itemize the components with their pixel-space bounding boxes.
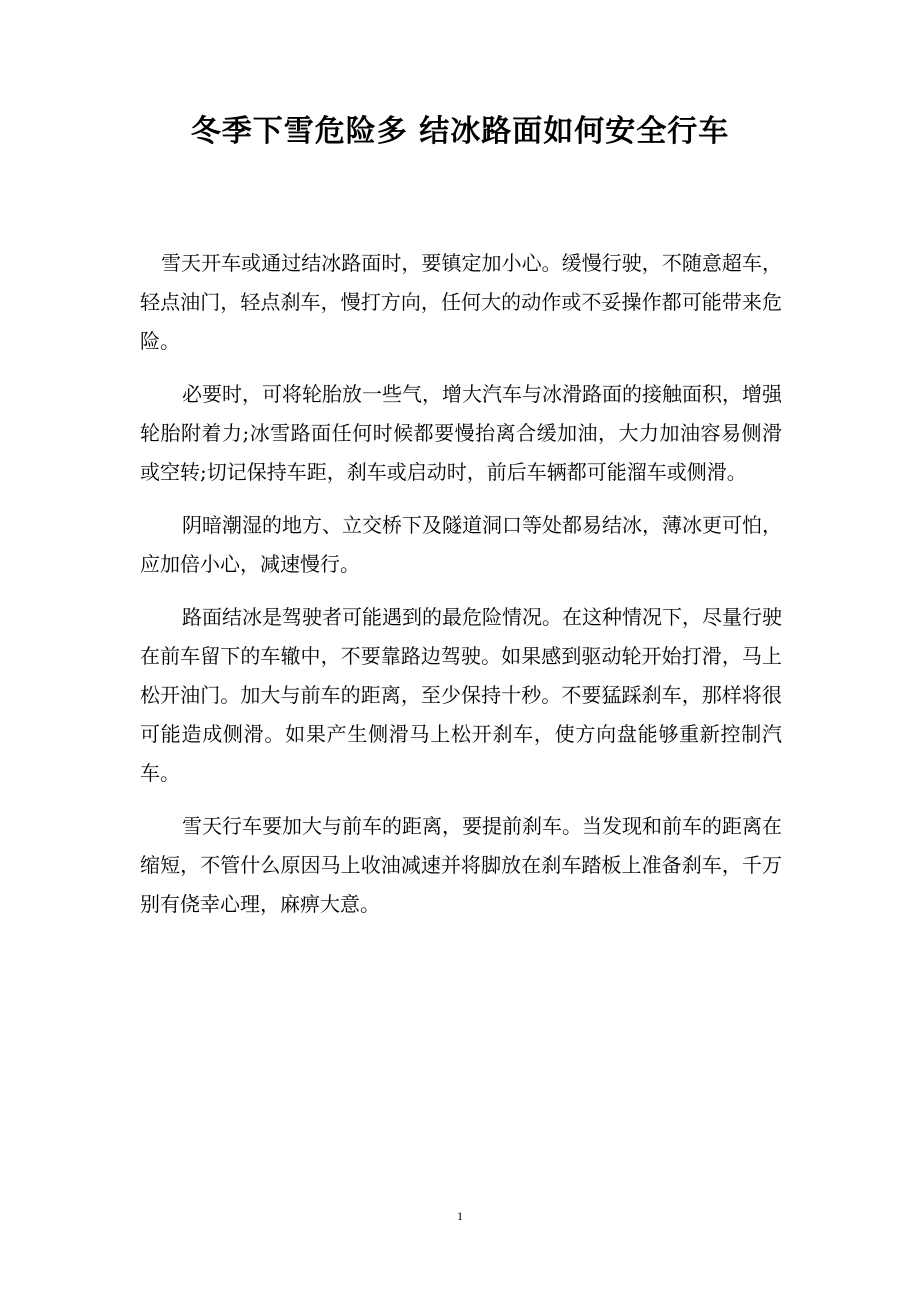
paragraph: 路面结冰是驾驶者可能遇到的最危险情况。在这种情况下，尽量行驶在前车留下的车辙中，不要靠路边驾驶。如果感到驱动轮开始打滑，马上松开油门。加大与前车的距离，至少保持十秒。不要猛踩刹车，那样将很可能造成侧滑。如果产生侧滑马上松开刹车，使方向盘能够重新控制汽车。 (140, 605, 782, 785)
paragraph: 阴暗潮湿的地方、立交桥下及隧道洞口等处都易结冰，薄冰更可怕，应加倍小心，减速慢行。 (140, 513, 782, 576)
page-number: 1 (457, 1209, 463, 1223)
document-title: 冬季下雪危险多 结冰路面如何安全行车 (190, 114, 730, 149)
paragraph: 雪天开车或通过结冰路面时，要镇定加小心。缓慢行驶，不随意超车，轻点油门，轻点刹车，慢打方向，任何大的动作或不妥操作都可能带来危险。 (140, 251, 782, 353)
paragraph: 雪天行车要加大与前车的距离，要提前刹车。当发现和前车的距离在缩短，不管什么原因马上收油减速并将脚放在刹车踏板上准备刹车，千万别有侥幸心理，麻痹大意。 (140, 814, 782, 916)
paragraph: 必要时，可将轮胎放一些气，增大汽车与冰滑路面的接触面积，增强轮胎附着力;冰雪路面任何时候都要慢抬离合缓加油，大力加油容易侧滑或空转;切记保持车距，刹车或启动时，前后车辆都可能溜车或侧滑。 (140, 382, 782, 484)
document-body (140, 244, 782, 938)
